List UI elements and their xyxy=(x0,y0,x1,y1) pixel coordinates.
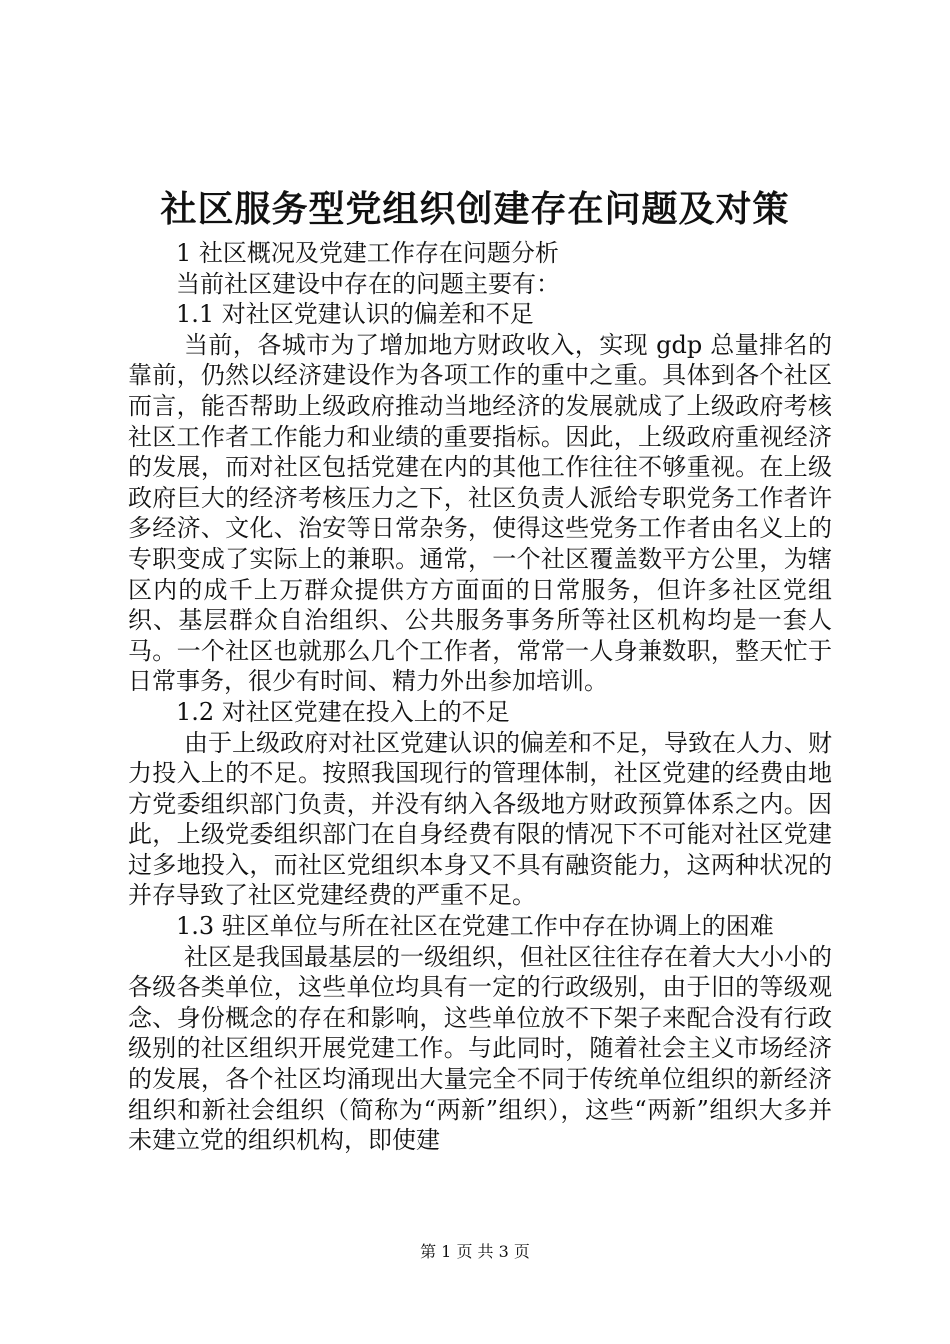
section-heading: 当前社区建设中存在的问题主要有： xyxy=(176,269,560,298)
body-paragraph: 由于上级政府对社区党建认识的偏差和不足，导致在人力、财力投入上的不足。按照我国现行的管理体制，社区党建的经费由地方党委组织部门负责，并没有纳入各级地方财政预算体系之内。因此，上级党委组织部门在自身经费有限的情况下不可能对社区党建过多地投入，而社区党组织本身又不具有融资能力，这两种状况的并存导致了社区党建经费的严重不足。 xyxy=(128,728,832,910)
document-title: 社区服务型党组织创建存在问题及对策 xyxy=(160,188,790,230)
document-body xyxy=(128,238,832,1156)
page-footer: 第 1 页 共 3 页 xyxy=(420,1242,530,1261)
body-paragraph: 当前，各城市为了增加地方财政收入，实现 gdp 总量排名的靠前，仍然以经济建设作为各项工作的重中之重。具体到各个社区而言，能否帮助上级政府推动当地经济的发展就成了上级政府考核社区工作者工作能力和业绩的重要指标。因此，上级政府重视经济的发展，而对社区包括党建在内的其他工作往往不够重视。在上级政府巨大的经济考核压力之下，社区负责人派给专职党务工作者许多经济、文化、治安等日常杂务，使得这些党务工作者由名义上的专职变成了实际上的兼职。通常，一个社区覆盖数平方公里，为辖区内的成千上万群众提供方方面面的日常服务，但许多社区党组织、基层群众自治组织、公共服务事务所等社区机构均是一套人马。一个社区也就那么几个工作者，常常一人身兼数职，整天忙于日常事务，很少有时间、精力外出参加培训。 xyxy=(128,330,832,696)
body-paragraph: 社区是我国最基层的一级组织，但社区往往存在着大大小小的各级各类单位，这些单位均具有一定的行政级别，由于旧的等级观念、身份概念的存在和影响，这些单位放不下架子来配合没有行政级别的社区组织开展党建工作。与此同时，随着社会主义市场经济的发展，各个社区均涌现出大量完全不同于传统单位组织的新经济组织和新社会组织（简称为“两新”组织），这些“两新”组织大多并未建立党的组织机构，即使建 xyxy=(128,942,832,1155)
section-heading: 1.3 驻区单位与所在社区在党建工作中存在协调上的困难 xyxy=(176,912,774,941)
section-heading: 1.1 对社区党建认识的偏差和不足 xyxy=(176,300,534,329)
section-heading: 1.2 对社区党建在投入上的不足 xyxy=(176,697,510,726)
section-heading: 1 社区概况及党建工作存在问题分析 xyxy=(176,239,559,267)
